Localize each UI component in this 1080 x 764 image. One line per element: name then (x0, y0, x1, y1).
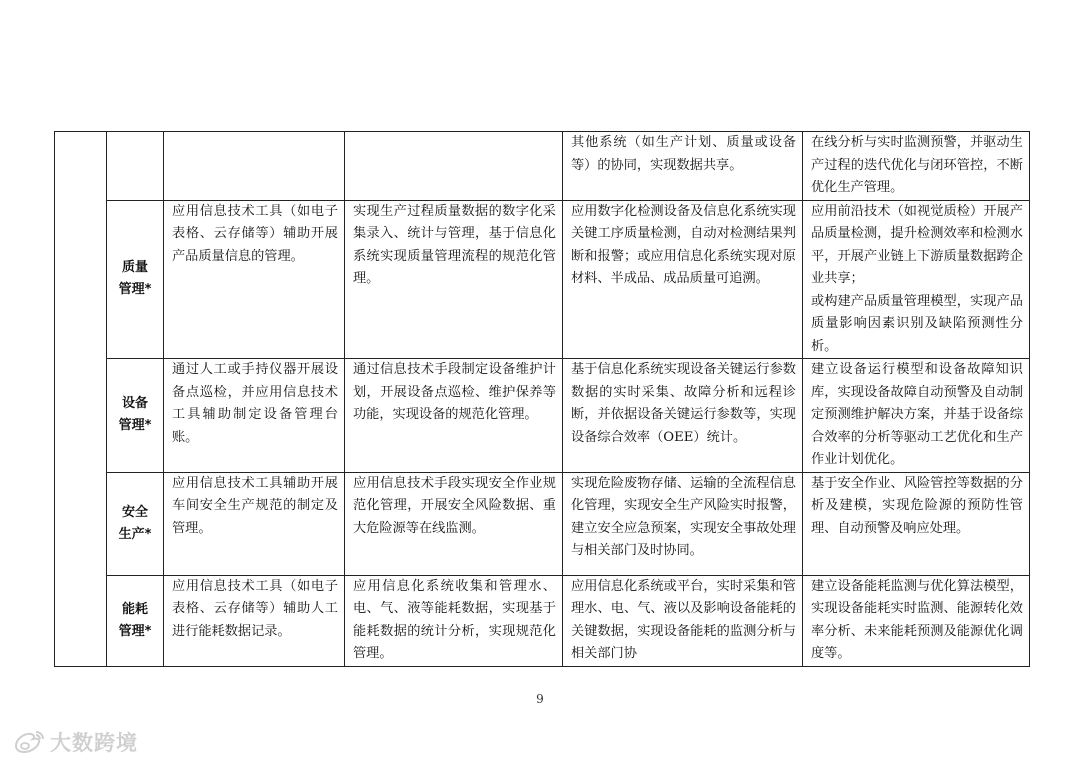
weibo-logo-icon (12, 729, 46, 755)
table-cell: 通过信息技术手段制定设备维护计划，开展设备点巡检、维护保养等功能，实现设备的规范化管理。 (345, 359, 563, 473)
outer-category-cell (55, 132, 107, 667)
table-cell: 应用前沿技术（如视觉质检）开展产品质量检测，提升检测效率和检测水平，开展产业链上下游质量数据跨企业共享； 或构建产品质量管理模型，实现产品质量影响因素识别及缺陷预测性分析。 (803, 200, 1030, 359)
category-cell: 安全 生产* (107, 472, 164, 575)
table-cell: 通过人工或手持仪器开展设备点巡检，并应用信息技术工具辅助制定设备管理台账。 (164, 359, 345, 473)
table-cell: 应用信息技术工具辅助开展车间安全生产规范的制定及管理。 (164, 472, 345, 575)
table-row (55, 132, 1030, 201)
table-cell: 应用信息技术手段实现安全作业规范化管理，开展安全风险数据、重大危险源等在线监测。 (345, 472, 563, 575)
table-cell: 实现生产过程质量数据的数字化采集录入、统计与管理，基于信息化系统实现质量管理流程的规范化管理。 (345, 200, 563, 359)
table-cell: 应用数字化检测设备及信息化系统实现关键工序质量检测，自动对检测结果判断和报警；或应用信息化系统实现对原材料、半成品、成品质量可追溯。 (563, 200, 803, 359)
table-cell: 应用信息化系统或平台，实时采集和管理水、电、气、液以及影响设备能耗的关键数据，实现设备能耗的监测分析与相关部门协 (563, 575, 803, 666)
capability-table (54, 131, 1030, 667)
table-cell: 其他系统（如生产计划、质量或设备等）的协同，实现数据共享。 (563, 132, 803, 201)
table-row (55, 575, 1030, 666)
table-row (55, 200, 1030, 359)
table-cell: 建立设备能耗监测与优化算法模型，实现设备能耗实时监测、能源转化效率分析、未来能耗预测及能源优化调度等。 (803, 575, 1030, 666)
category-cell: 能耗 管理* (107, 575, 164, 666)
category-cell (107, 132, 164, 201)
table-cell (345, 132, 563, 201)
watermark (12, 727, 138, 757)
table-cell: 应用信息化系统收集和管理水、电、气、液等能耗数据，实现基于能耗数据的统计分析，实现规范化管理。 (345, 575, 563, 666)
table-cell: 在线分析与实时监测预警，并驱动生产过程的迭代优化与闭环管控，不断优化生产管理。 (803, 132, 1030, 201)
category-cell: 质量 管理* (107, 200, 164, 359)
watermark-text: 大数跨境 (50, 731, 138, 755)
category-cell: 设备 管理* (107, 359, 164, 473)
table-row (55, 359, 1030, 473)
table-cell: 建立设备运行模型和设备故障知识库，实现设备故障自动预警及自动制定预测维护解决方案，并基于设备综合效率的分析等驱动工艺优化和生产作业计划优化。 (803, 359, 1030, 473)
page-number: 9 (536, 692, 544, 706)
table-cell (164, 132, 345, 201)
table-row (55, 472, 1030, 575)
table-cell: 实现危险废物存储、运输的全流程信息化管理，实现安全生产风险实时报警，建立安全应急预案，实现安全事故处理与相关部门及时协同。 (563, 472, 803, 575)
table-cell: 基于安全作业、风险管控等数据的分析及建模，实现危险源的预防性管理、自动预警及响应处理。 (803, 472, 1030, 575)
table-cell: 应用信息技术工具（如电子表格、云存储等）辅助开展产品质量信息的管理。 (164, 200, 345, 359)
table-cell: 基于信息化系统实现设备关键运行参数数据的实时采集、故障分析和远程诊断，并依据设备关键运行参数等，实现设备综合效率（OEE）统计。 (563, 359, 803, 473)
table-cell: 应用信息技术工具（如电子表格、云存储等）辅助人工进行能耗数据记录。 (164, 575, 345, 666)
